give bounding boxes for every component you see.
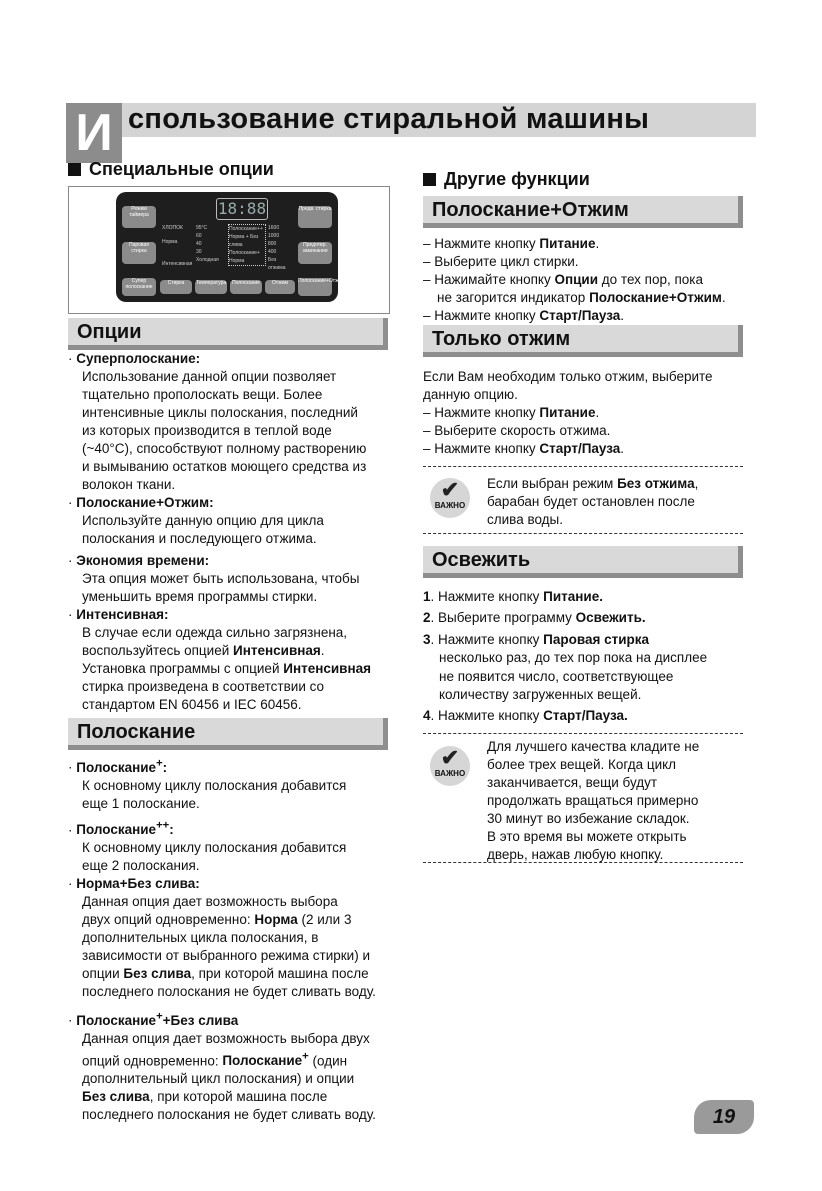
title-initial-letter: И [66, 103, 122, 163]
panel-button-wash: Стирка [160, 280, 192, 294]
panel-indicator-columns: ХЛОПОК Норма Интенсивная 95°С 60 40 30 Холодная Полоскание++ Норма + Без слива Полоскание+ Норма 1600 1000 800 400 Без отжима [162, 225, 286, 271]
page-title: спользование стиральной машины [128, 103, 650, 135]
spin-only-section-header: Только отжим [423, 325, 743, 357]
refresh-steps: 1. Нажмите кнопку Питание. 2. Выберите программу Освежить. 3. Нажмите кнопку Паровая стирка несколько раз, до тех пор пока на дисплее не появится число, соответствующее количеству загруженных вещей. 4. Нажмите кнопку Старт/Пауза. [423, 589, 708, 724]
rinse-list: · Полоскание+: К основному циклу полоскания добавится еще 1 полоскание. · Полоскание++: К основному циклу полоскания добавится еще 2 полоскания. · Норма+Без слива: Данная опция дает возможность выбора двух опций одновременно: Норма (2 или 3 дополнительных цикла полоскания, в зависимости от выбранного режима стирки) и опции Без слива, при которой машина после последнего полоскания не будет сливать воду. · Полоскание++Без слива Данная опция дает возможность выбора двух опций одновременно: Полоскание+ (один дополнительный цикл полоскания) и опции Без слива, при которой машина после последнего полоскания не будет сливать воду. [68, 754, 404, 1124]
panel-button-rinsespin: Полоскание+Отжим [298, 278, 332, 296]
option-superrinse: · Суперполоскание: [68, 351, 201, 366]
option-intensive: · Интенсивная: [68, 607, 169, 622]
panel-button-timer: Режим таймера [122, 206, 156, 228]
panel-button-rinse: Полоскание [230, 280, 262, 294]
note-divider [423, 862, 743, 863]
panel-button-spin: Отжим [265, 280, 295, 294]
special-options-heading: Специальные опции [68, 158, 274, 180]
square-bullet-icon [423, 173, 436, 186]
other-functions-heading: Другие функции [423, 168, 590, 190]
rinse-plus: · Полоскание+: [68, 757, 168, 775]
panel-seven-segment-display: 18:88 [217, 199, 267, 218]
rinse-spin-section-header: Полоскание+Отжим [423, 196, 743, 228]
note-divider [423, 533, 743, 534]
panel-button-temp: Температура [195, 280, 227, 294]
spin-only-steps: Если Вам необходим только отжим, выберите данную опцию. – Нажмите кнопку Питание. – Выберите скорость отжима. – Нажмите кнопку Старт/Пауза. [423, 369, 713, 456]
options-list: · Суперполоскание: Использование данной опции позволяет тщательно прополоскать вещи. Более интенсивные циклы полоскания, последний из которых производится в теплой воде (~40°С), способствуют полному растворению и вымыванию остатков моющего средства из волокон ткани. · Полоскание+Отжим: Используйте данную опцию для цикла полоскания и последующего отжима. · Экономия времени: Эта опция может быть использована, чтобы уменьшить время программы стирки. · Интенсивная: В случае если одежда сильно загрязнена, воспользуйтесь опцией Интенсивная. Установка программы с опцией Интенсивная стирка произведена в соответствии со стандартом EN 60456 и IEC 60456. [68, 350, 398, 714]
option-time-save: · Экономия времени: [68, 553, 210, 568]
rinse-plus-nodrain: · Полоскание++Без слива [68, 1010, 239, 1028]
checkmark-icon: ✔ [440, 477, 460, 502]
panel-button-superrinse: Супер полоскание [122, 278, 156, 296]
refresh-section-header: Освежить [423, 546, 743, 578]
page-number: 19 [694, 1100, 754, 1134]
refresh-note: Для лучшего качества кладите не более трех вещей. Когда цикл заканчивается, вещи будут продолжать вращаться примерно 30 минут во избежание складок. В это время вы можете открыть дверь, нажав любую кнопку. [487, 739, 700, 862]
checkmark-icon: ✔ [440, 745, 460, 770]
options-section-header: Опции [68, 318, 388, 350]
note-divider [423, 733, 743, 734]
control-panel-image [116, 192, 345, 302]
option-rinse-spin: · Полоскание+Отжим: [68, 495, 214, 510]
important-icon: ✔ ВАЖНО [430, 746, 470, 786]
important-icon: ✔ ВАЖНО [430, 478, 470, 518]
note-divider [423, 466, 743, 467]
square-bullet-icon [68, 163, 81, 176]
panel-button-steam: Паровая стирка [122, 242, 156, 264]
panel-button-prewash: Предв. стирка [298, 206, 332, 228]
rinse-plus-plus: · Полоскание++: [68, 819, 174, 837]
rinse-normal-nodrain: · Норма+Без слива: [68, 876, 200, 891]
rinse-section-header: Полоскание [68, 718, 388, 750]
spin-only-note: Если выбран режим Без отжима, барабан будет остановлен после слива воды. [487, 476, 699, 527]
panel-button-crease: Предотвр. заминания [298, 242, 332, 264]
rinse-spin-steps: – Нажмите кнопку Питание. – Выберите цикл стирки. – Нажимайте кнопку Опции до тех пор, пока не загорится индикатор Полоскание+Отжим. – Нажмите кнопку Старт/Пауза. [423, 236, 726, 323]
